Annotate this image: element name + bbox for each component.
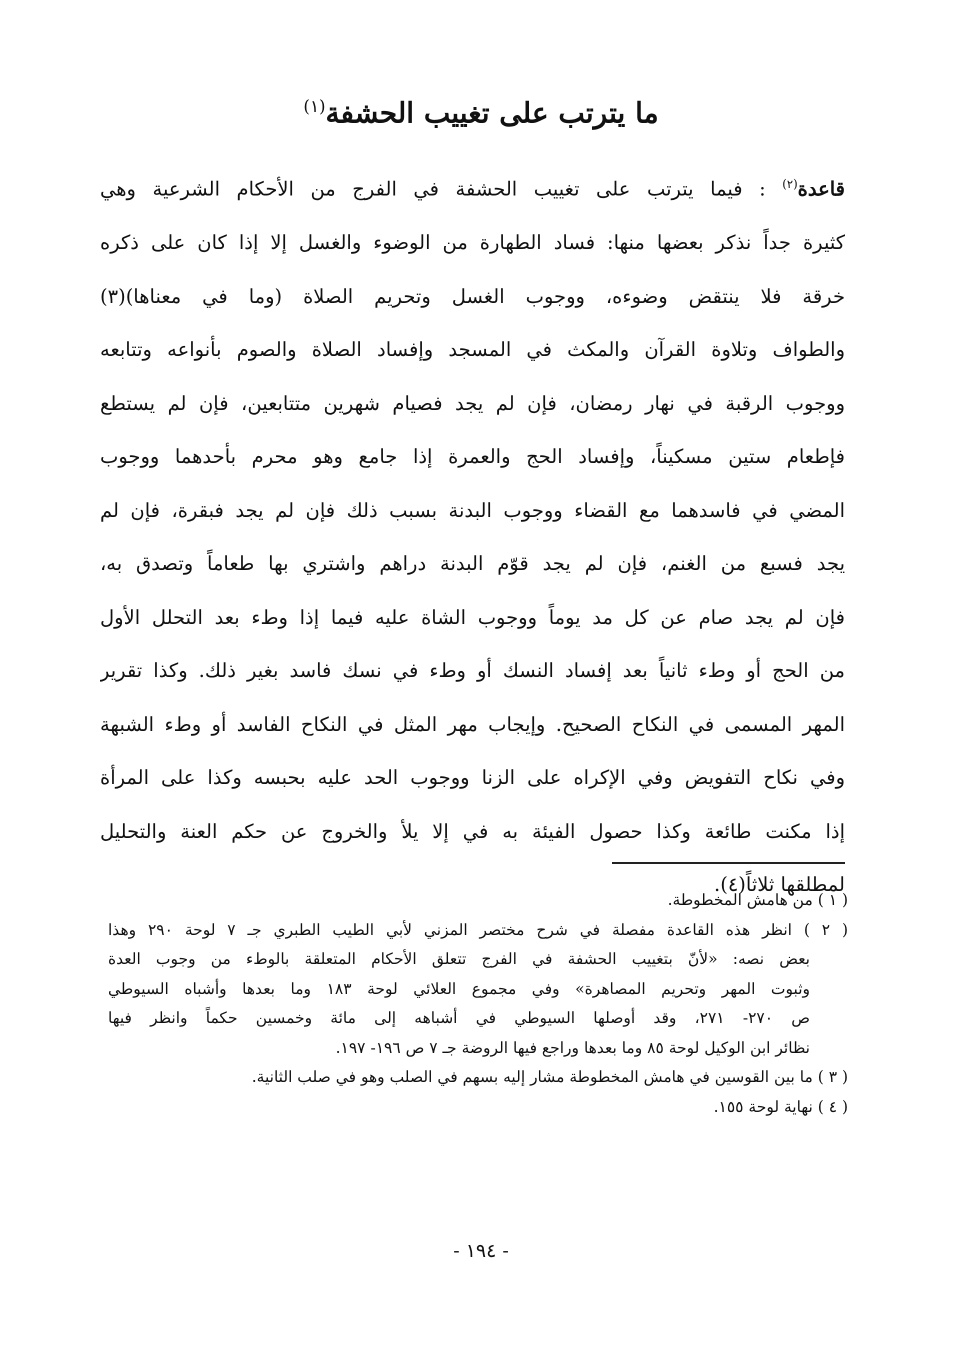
body-line-2: كثيرة جداً نذكر بعضها منها: فساد الطهارة من الوضوء والغسل إلا إذا كان على ذكره: [100, 231, 845, 254]
title-footnote-mark: (١): [303, 96, 326, 116]
body-line-1-text: : فيما يترتب على تغييب الحشفة في الفرج من الأحكام الشرعية وهي: [100, 177, 766, 201]
footnote-2-line-3: وثبوت المهر وتحريم المصاهرة» وفي مجموع العلائي لوحة ١٨٣ وما بعدها وأشباه السيوطي: [108, 979, 810, 998]
body-line-10: من الحج أو وطء ثانياً بعد إفساد النسك أو وطء في نسك فاسد بغير ذلك. وكذا تقرير: [100, 659, 845, 682]
body-line-11: المهر المسمى في النكاح الصحيح. وإيجاب مهر المثل في النكاح الفاسد أو وطء الشبهة: [100, 712, 845, 736]
footnote-2-line-2: بعض نصه: «لأنّ بتغييب الحشفة في الفرج تتعلق الأحكام المتعلقة بالوطء من وجوب العدة: [108, 950, 810, 968]
footnotes: [108, 886, 848, 1122]
body-line-6: فإطعام ستين مسكيناً، وإفساد الحج والعمرة إذا جامع وهو محرم بأحدهما ووجوب: [100, 445, 845, 468]
body-line-8: يجد فسبع من الغنم، فإن لم يجد قوّم البدنة دراهم واشتري بها طعاماً وتصدق به،: [100, 552, 845, 575]
body-line-9: فإن لم يجد صام عن كل مد يوماً ووجوب الشاة عليه فيما إذا وطء بعد التحلل الأول: [100, 605, 845, 629]
footnote-3: ( ٣ ) ما بين القوسين في هامش المخطوطة مشار إليه بسهم في الصلب وهو في صلب الثانية.: [251, 1068, 848, 1086]
page-number: - ١٩٤ -: [453, 1240, 509, 1262]
body-line-3: خرقة فلا ينتقض وضوءه، ووجوب الغسل وتحريم الصلاة (وما في معناها)(٣): [100, 284, 845, 308]
lead-footnote-mark: (٢): [782, 177, 798, 191]
footnote-separator: [612, 862, 845, 864]
body-line-4: والطواف وتلاوة القرآن والمكث في المسجد وإفساد الصلاة والصوم بأنواعه وتتابعه: [100, 338, 845, 361]
body-line-7: المضي في فاسدهما مع القضاء ووجوب البدنة بسبب ذلك فإن لم يجد فبقرة، فإن لم: [100, 498, 845, 522]
footnote-2-line-1: ( ٢ ) انظر هذه القاعدة مفصلة في شرح مختصر المزني لأبي الطيب الطبري جـ ٧ لوحة ٢٩٠ وهذا: [108, 920, 848, 939]
body-line-13: إذا مكنت طائعة وكذا حصول الفيئة به في إلا يلأ والخروج عن حكم العنة والتحليل: [100, 819, 845, 843]
footnote-2-line-4: ص ٢٧٠- ٢٧١، وقد أوصلها السيوطي في أشباهه إلى مائة وخمسين حكماً وانظر فيها: [108, 1009, 810, 1027]
footnote-2-line-5: نظائر ابن الوكيل لوحة ٨٥ وما بعدها وراجع فيها الروضة جـ ٧ ص ١٩٦- ١٩٧.: [335, 1038, 810, 1057]
body-line-14: لمطلقها ثلاثاً(٤).: [714, 873, 845, 896]
body-text: [100, 158, 845, 912]
body-line-12: وفي نكاح التفويض وفي الإكراه على الزنا ووجوب الحد عليه بحبسه وكذا على المرأة: [100, 766, 845, 789]
title-text: ما يترتب على تغييب الحشفة: [325, 96, 659, 130]
page-title: [0, 86, 962, 133]
body-line-1: [100, 158, 845, 216]
footnote-1: ( ١ ) من هامش المخطوطة.: [667, 891, 848, 909]
lead-word: قاعدة: [797, 177, 845, 201]
footnote-4: ( ٤ ) نهاية لوحة ١٥٥.: [713, 1097, 848, 1116]
body-line-5: ووجوب الرقبة في نهار رمضان، فإن لم يجد فصيام شهرين متتابعين، فإن لم يستطع: [100, 391, 845, 415]
